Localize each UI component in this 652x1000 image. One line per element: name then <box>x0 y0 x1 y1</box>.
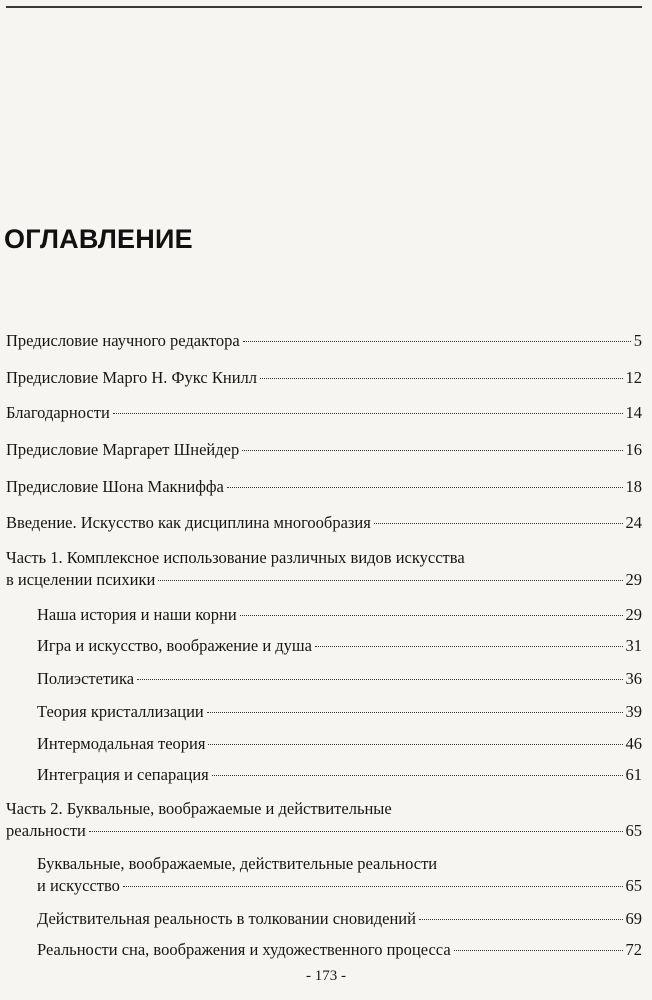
toc-entry <box>6 367 642 389</box>
leader-dots <box>315 646 623 647</box>
toc-entry-title: Игра и искусство, воображение и душа <box>37 636 312 655</box>
toc-subentry <box>37 939 642 961</box>
toc-entry-title-continued: реальности <box>6 821 86 840</box>
toc-entry-page: 39 <box>625 702 642 721</box>
toc-entry-title: Введение. Искусство как дисциплина многообразия <box>6 513 371 532</box>
leader-dots <box>419 919 623 920</box>
leader-dots <box>242 450 622 451</box>
toc-entry-part <box>6 547 642 591</box>
toc-entry-part <box>6 798 642 842</box>
toc-entry-page: 69 <box>625 909 642 928</box>
toc-entry-title: Часть 1. Комплексное использование различных видов искусства <box>6 548 465 567</box>
toc-entry-page: 46 <box>625 734 642 753</box>
toc-subentry <box>37 764 642 786</box>
toc-entry-page: 61 <box>625 765 642 784</box>
leader-dots <box>212 775 623 776</box>
toc-entry-title-continued: и искусство <box>37 876 120 895</box>
toc-subentry <box>37 701 642 723</box>
leader-dots <box>207 712 623 713</box>
toc-entry-page: 24 <box>625 513 642 532</box>
toc-entry-title: Предисловие Марго Н. Фукс Книлл <box>6 368 257 387</box>
toc-entry-page: 65 <box>625 876 642 895</box>
toc-entry-page: 5 <box>633 331 642 350</box>
page-title: ОГЛАВЛЕНИЕ <box>4 224 193 254</box>
leader-dots <box>374 523 623 524</box>
toc-entry-page: 14 <box>625 403 642 422</box>
toc-entry <box>6 476 642 498</box>
leader-dots <box>454 950 623 951</box>
toc-entry-title: Теория кристаллизации <box>37 702 204 721</box>
toc-entry-title: Благодарности <box>6 403 110 422</box>
toc-subentry <box>37 908 642 930</box>
leader-dots <box>240 615 623 616</box>
toc-subentry <box>37 733 642 755</box>
toc-entry-title: Часть 2. Буквальные, воображаемые и действительные <box>6 799 392 818</box>
toc-subentry <box>37 604 642 626</box>
leader-dots <box>158 580 622 581</box>
leader-dots <box>243 341 631 342</box>
toc-entry-title: Полиэстетика <box>37 669 135 688</box>
toc-entry-page: 72 <box>625 940 642 959</box>
toc-entry-title: Наша история и наши корни <box>37 605 237 624</box>
toc-entry <box>6 330 642 352</box>
toc-subentry <box>37 635 642 657</box>
toc-entry-page: 18 <box>625 477 642 496</box>
toc-entry-title: Предисловие Шона Макниффа <box>6 477 224 496</box>
leader-dots <box>208 744 622 745</box>
toc-entry-title: Предисловие Маргарет Шнейдер <box>6 440 240 459</box>
toc-entry-title: Действительная реальность в толковании сновидений <box>37 909 416 928</box>
toc-entry-title: Предисловие научного редактора <box>6 331 240 350</box>
toc-entry-title: Буквальные, воображаемые, действительные реальности <box>37 854 438 873</box>
leader-dots <box>227 487 623 488</box>
toc-entry-title: Интермодальная теория <box>37 734 206 753</box>
leader-dots <box>260 378 623 379</box>
toc-entry-page: 29 <box>625 570 642 589</box>
toc-entry <box>6 512 642 534</box>
toc-subentry <box>37 668 642 690</box>
toc-entry <box>6 402 642 424</box>
toc-entry-page: 31 <box>625 636 642 655</box>
toc-entry-page: 12 <box>625 368 642 387</box>
toc-entry-title-continued: в исцелении психики <box>6 570 156 589</box>
toc-entry <box>6 439 642 461</box>
leader-dots <box>113 413 623 414</box>
toc-entry-page: 16 <box>625 440 642 459</box>
page-number: - 173 - <box>306 968 346 984</box>
leader-dots <box>123 886 623 887</box>
toc-entry-title: Реальности сна, воображения и художественного процесса <box>37 940 451 959</box>
toc-entry-page: 36 <box>625 669 642 688</box>
leader-dots <box>137 679 622 680</box>
toc-subentry <box>37 853 642 897</box>
toc-entry-page: 29 <box>625 605 642 624</box>
toc-entry-page: 65 <box>625 821 642 840</box>
leader-dots <box>89 831 623 832</box>
toc-entry-title: Интеграция и сепарация <box>37 765 209 784</box>
